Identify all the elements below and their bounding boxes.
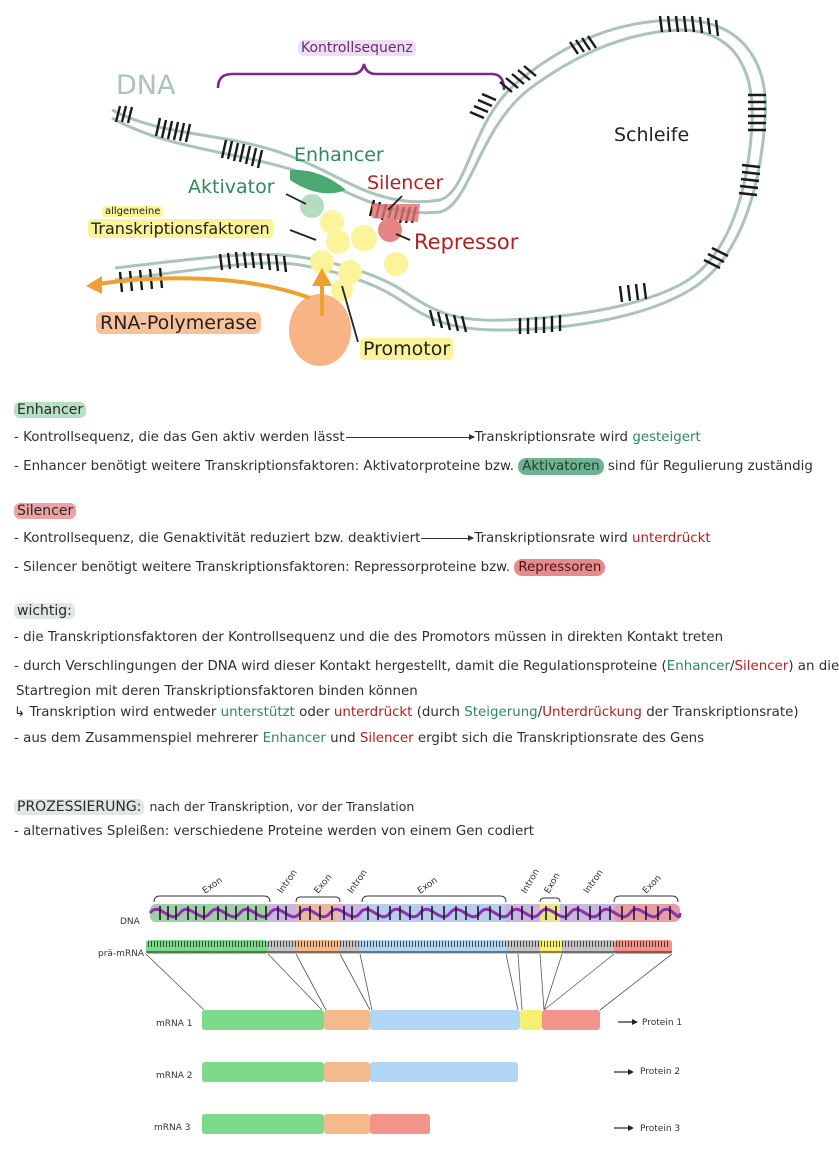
transkriptionsfaktoren-label: Transkriptionsfaktoren	[88, 219, 273, 238]
region-label: Exon	[641, 873, 664, 897]
pre-mrna-strand	[146, 940, 672, 954]
silencer-line-1: - Kontrollsequenz, die Genaktivität reduziert bzw. deaktiviert Transkriptionsrate wird unterdrückt	[14, 531, 711, 546]
wichtig-bullet-4: - aus dem Zusammenspiel mehrerer Enhancer und Silencer ergibt sich die Transkriptionsrate des Gens	[14, 731, 705, 746]
silencer-line-2: - Silencer benötigt weitere Transkriptionsfaktoren: Repressorproteine bzw. Repressoren	[14, 558, 605, 578]
wichtig-bullet-1: - die Transkriptionsfaktoren der Kontrollsequenz und die des Promotors müssen in direkten Kontakt treten	[14, 630, 724, 645]
rna-polymerase-label: RNA-Polymerase	[96, 312, 261, 334]
arrow-icon	[346, 437, 474, 438]
mrna-2-label: mRNA 2	[156, 1071, 193, 1081]
repressor-protein	[378, 218, 402, 242]
region-label: Intron	[519, 867, 542, 896]
wichtig-bullet-2-cont: Startregion mit deren Transkriptionsfaktoren binden können	[16, 684, 418, 699]
kontrollsequenz-label: Kontrollsequenz	[298, 40, 416, 56]
protein-1-arrow-icon	[618, 1019, 638, 1025]
region-label: Intron	[276, 868, 300, 896]
mrna-2-strand	[202, 1062, 518, 1082]
wichtig-bullet-2: - durch Verschlingungen der DNA wird dieser Kontakt hergestellt, damit die Regulationsproteine (Enhancer/Silencer) an die	[14, 659, 839, 674]
pre-mrna-row-label: prä-mRNA	[98, 949, 145, 959]
schleife-label: Schleife	[614, 124, 690, 146]
wichtig-bullet-3: ↳ Transkription wird entweder unterstützt oder unterdrückt (durch Steigerung/Unterdrückung der Transkriptionsrate)	[14, 705, 799, 720]
promotor-label: Promotor	[360, 338, 453, 360]
protein-3-label: Protein 3	[640, 1124, 681, 1134]
silencer-label: Silencer	[367, 172, 444, 194]
mrna-1-label: mRNA 1	[156, 1019, 193, 1029]
wichtig-heading: wichtig:	[14, 603, 75, 619]
alternative-splicing-diagram	[0, 860, 828, 1160]
repressor-label: Repressor	[414, 230, 519, 254]
enhancer-line-1: - Kontrollsequenz, die das Gen aktiv werden lässt Transkriptionsrate wird gesteigert	[14, 430, 701, 445]
aktivator-protein	[300, 194, 324, 218]
allgemeine-label: allgemeine	[102, 206, 163, 217]
protein-1-label: Protein 1	[642, 1018, 683, 1028]
enhancer-region	[290, 170, 346, 194]
region-brackets	[154, 896, 678, 902]
region-label: Intron	[346, 868, 370, 896]
silencer-heading: Silencer	[14, 503, 76, 519]
enhancer-heading: Enhancer	[14, 402, 86, 418]
splice-lines	[146, 954, 672, 1010]
dna-band	[150, 904, 680, 922]
protein-2-label: Protein 2	[640, 1067, 681, 1077]
mrna-3-strand	[202, 1114, 430, 1134]
prozessierung-bullet-1: - alternatives Spleißen: verschiedene Proteine werden von einem Gen codiert	[14, 824, 534, 839]
enhancer-label: Enhancer	[294, 144, 384, 166]
aktivator-label: Aktivator	[188, 176, 275, 198]
mrna-3-label: mRNA 3	[154, 1123, 191, 1133]
dna-label: DNA	[116, 70, 176, 101]
transcription-arrow	[96, 278, 322, 316]
region-label: Exon	[542, 871, 563, 896]
mrna-1-strand	[202, 1010, 600, 1030]
region-label: Exon	[415, 875, 440, 897]
arrow-head-left	[86, 276, 102, 294]
region-label: Exon	[312, 872, 335, 896]
protein-3-arrow-icon	[614, 1125, 634, 1131]
region-label: Exon	[200, 875, 225, 897]
kontrollsequenz-bracket	[218, 64, 504, 90]
region-label: Intron	[582, 868, 606, 896]
enhancer-line-2: - Enhancer benötigt weitere Transkriptionsfaktoren: Aktivatorproteine bzw. Aktivatoren sind für Regulierung zuständig	[14, 459, 813, 474]
dna-row-label: DNA	[120, 917, 140, 927]
prozessierung-heading: PROZESSIERUNG: nach der Transkription, vor der Translation	[14, 796, 414, 817]
silencer-region	[372, 204, 420, 222]
arrow-icon	[421, 538, 473, 539]
protein-2-arrow-icon	[614, 1069, 634, 1075]
